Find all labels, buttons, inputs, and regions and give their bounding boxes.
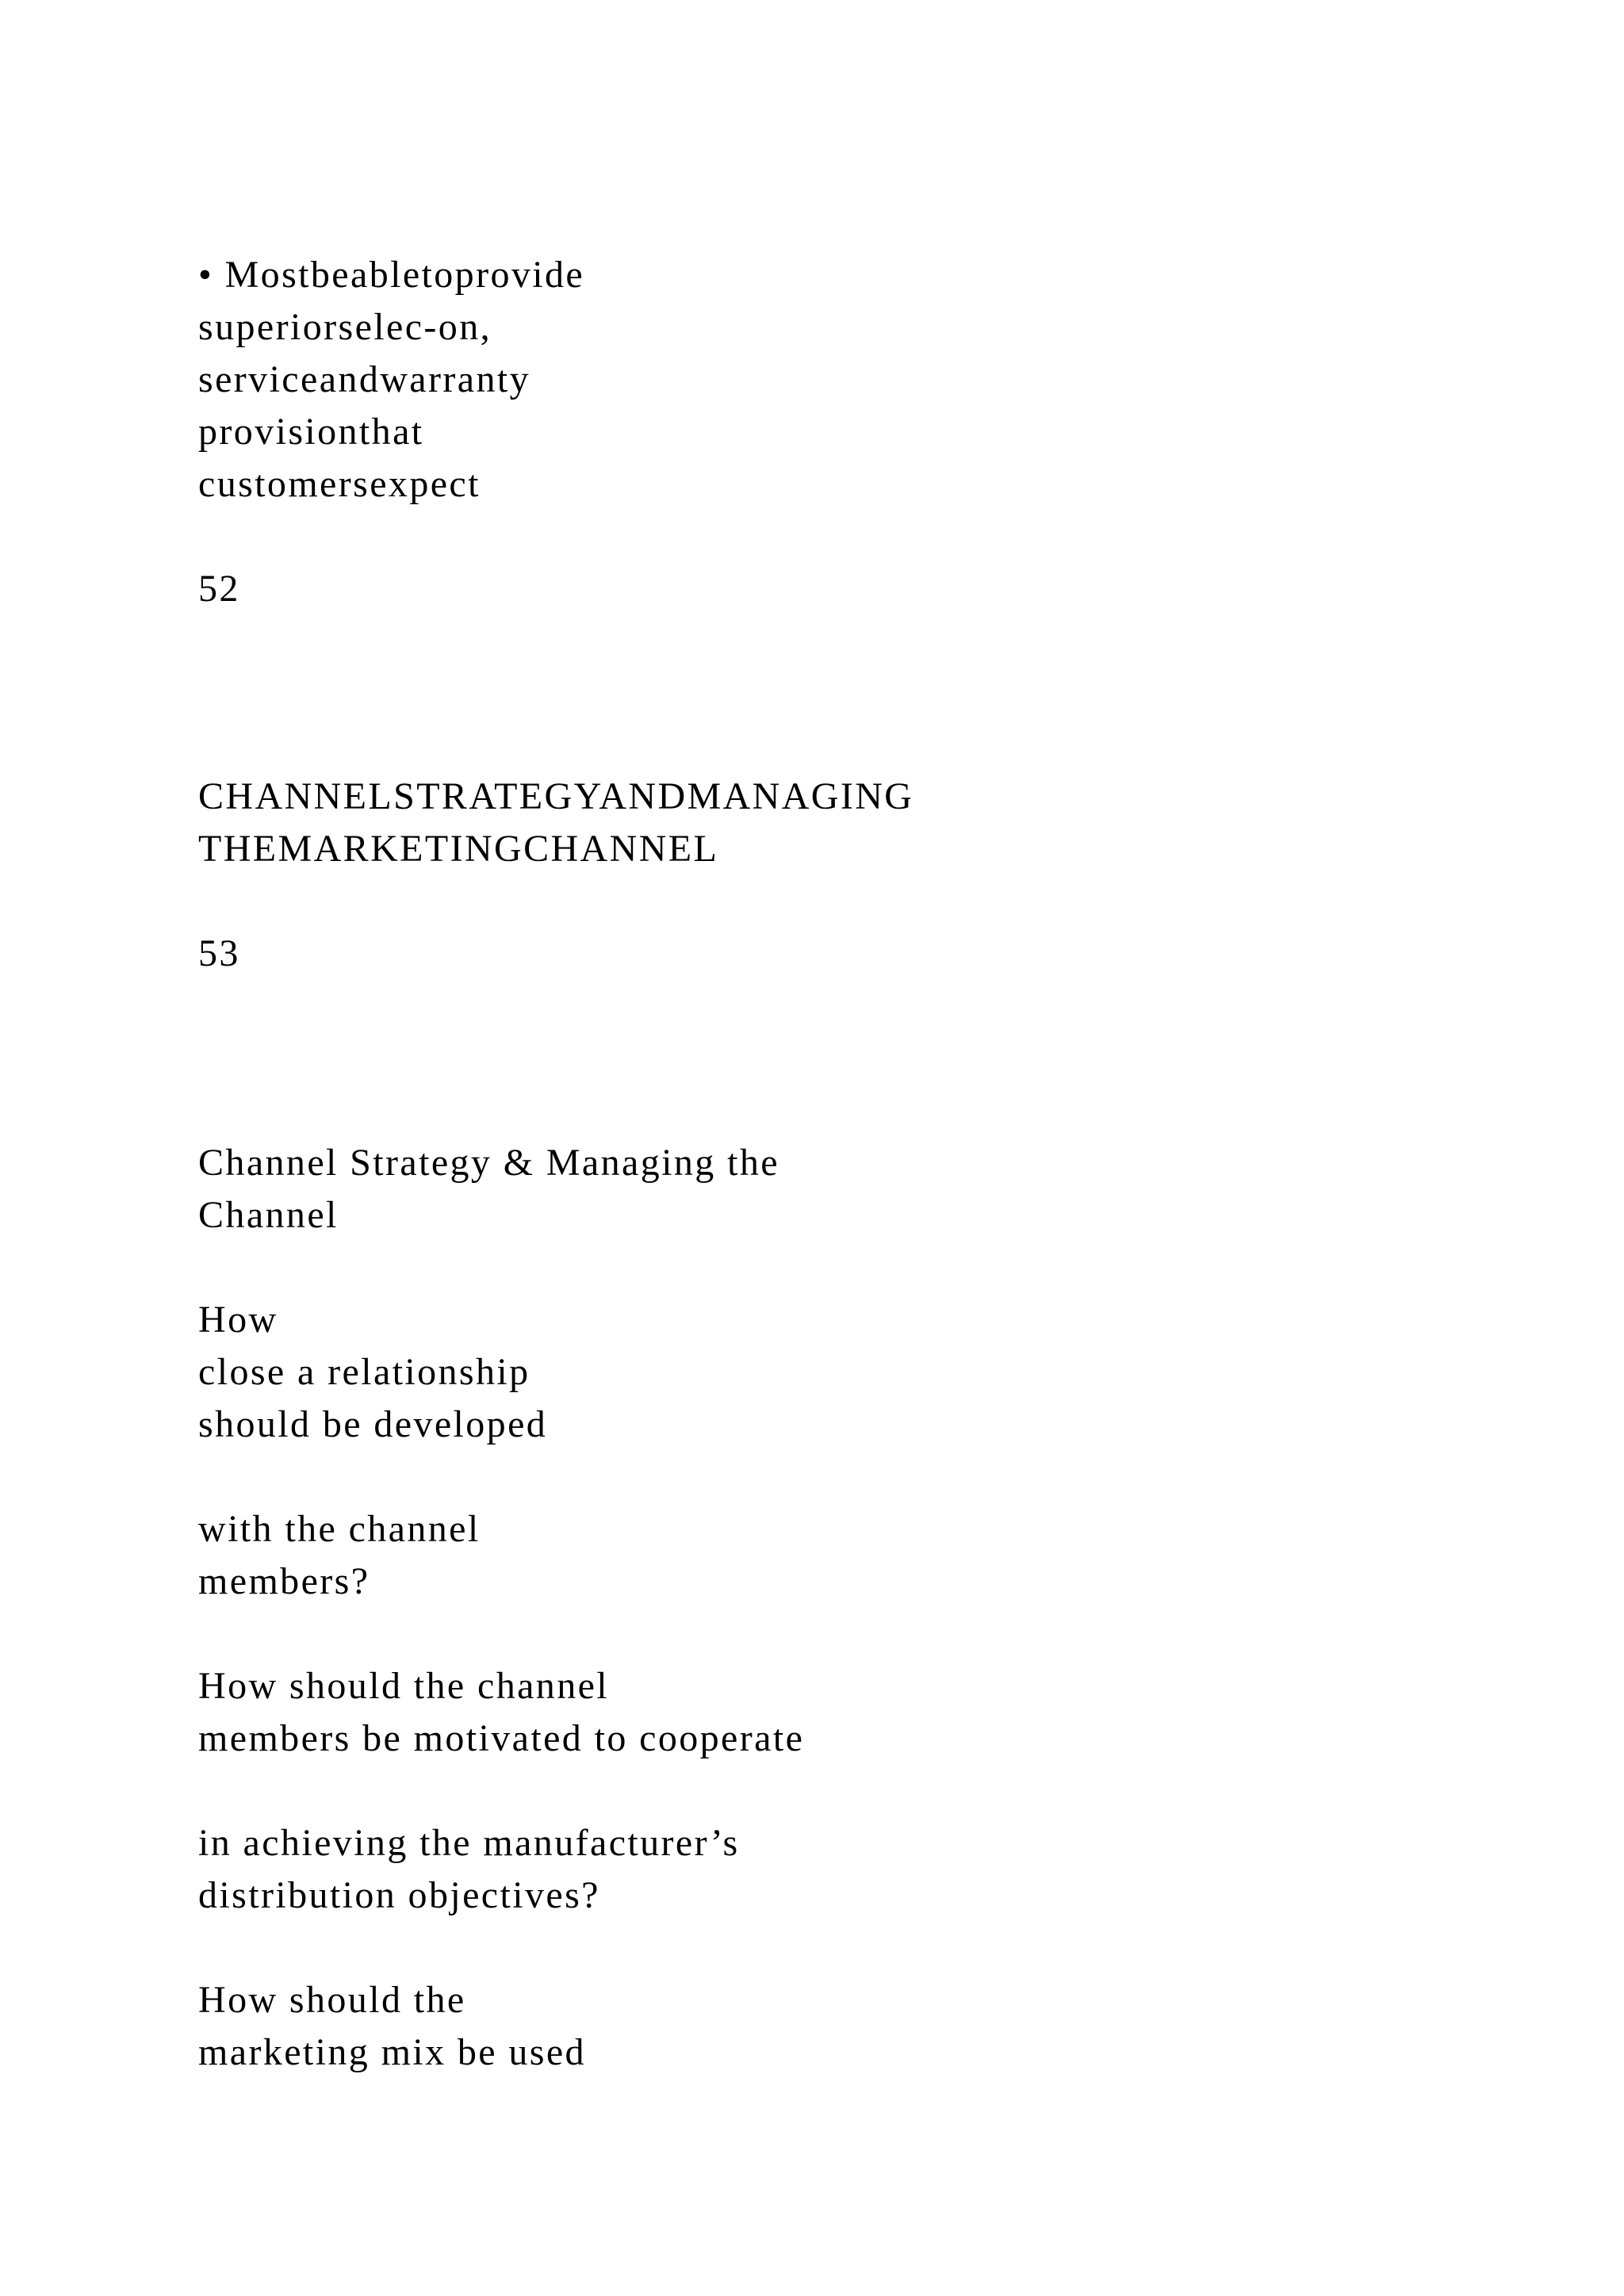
text-line: close a relationship — [198, 1351, 530, 1393]
section-heading-line: CHANNELSTRATEGYANDMANAGING — [198, 775, 914, 817]
text-line: superiorselec-on, — [198, 306, 492, 348]
text-line: members be motivated to cooperate — [198, 1717, 805, 1759]
text-line: How should the channel — [198, 1665, 610, 1707]
text-line: with the channel — [198, 1508, 481, 1550]
text-line: marketing mix be used — [198, 2031, 586, 2073]
bullet-text-line: • Mostbeabletoprovide — [198, 254, 585, 296]
text-line: members? — [198, 1560, 370, 1602]
text-line: distribution objectives? — [198, 1874, 600, 1916]
text-line: How — [198, 1299, 278, 1341]
text-line: provisionthat — [198, 411, 424, 453]
text-line: customersexpect — [198, 463, 481, 505]
page-number: 52 — [198, 568, 240, 610]
text-line: should be developed — [198, 1403, 548, 1445]
section-heading-line: THEMARKETINGCHANNEL — [198, 828, 719, 870]
slide-title-line: Channel — [198, 1194, 339, 1236]
page-number: 53 — [198, 932, 240, 974]
text-line: How should the — [198, 1979, 466, 2021]
text-line: serviceandwarranty — [198, 358, 530, 400]
text-line: in achieving the manufacturer’s — [198, 1822, 740, 1864]
slide-title-line: Channel Strategy & Managing the — [198, 1142, 779, 1184]
